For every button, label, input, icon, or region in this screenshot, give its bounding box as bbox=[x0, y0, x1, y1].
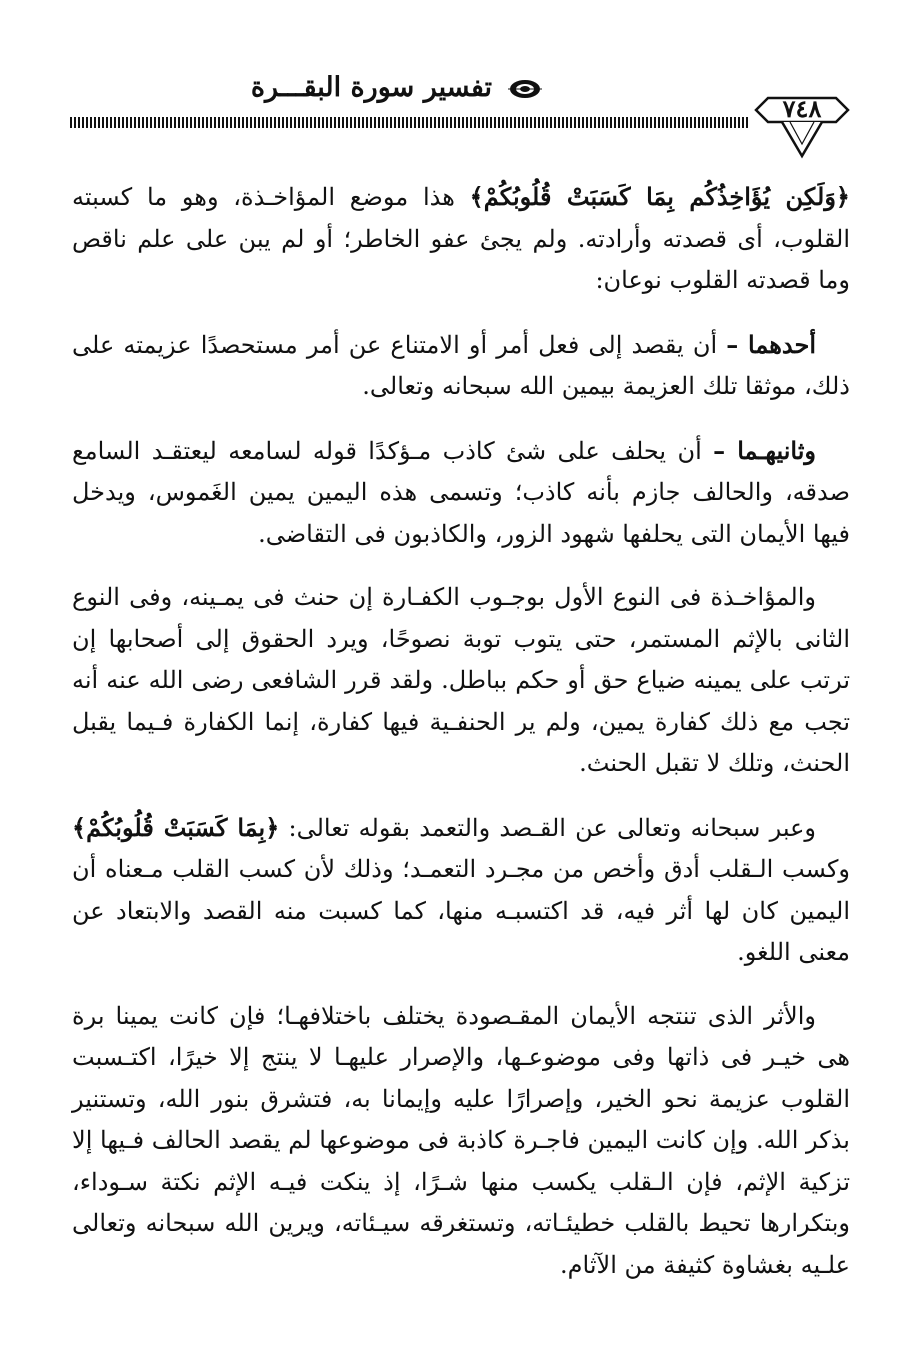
paragraph-5 bbox=[72, 807, 850, 974]
paragraph-lead: وثانيهـما – bbox=[713, 435, 816, 465]
flower-ornament-icon bbox=[506, 78, 544, 100]
paragraph-text: والمؤاخـذة فى النوع الأول بوجـوب الكفـارة إن حنث فى يمـينه، وفى النوع الثانى بالإثم المستمر، حتى يتوب توبة نصوحًا، ويرد الحقوق إلى أصحابها إن ترتب على يمينه ضياع حق أو حكم بباطل. ولقد قرر الشافعى رضى الله عنه أنه تجب مع ذلك كفارة يمين، ولم ير الحنفـية فيها كفارة، إنما الكفارة فـيما يقبل الحنث، وتلك لا تقبل الحنث. bbox=[72, 583, 850, 777]
page-body bbox=[72, 176, 850, 1308]
quran-verse: ﴿وَلَكِن يُؤَاخِذُكُم بِمَا كَسَبَتْ قُلُوبُكُمْ﴾ bbox=[469, 182, 850, 211]
paragraph-text: وكسب الـقلب أدق وأخص من مجـرد التعمـد؛ وذلك لأن كسب القلب مـعناه أن اليمين كان لها أثر فيه، قد اكتسبـه منها، كما كسبت منه القصد والابتعاد عن معنى اللغو. bbox=[72, 855, 851, 966]
paragraph-4 bbox=[72, 577, 850, 785]
paragraph-lead: أحدهما – bbox=[726, 329, 816, 359]
page-number: ٧٤٨ bbox=[782, 94, 822, 123]
paragraph-text: وعبر سبحانه وتعالى عن القـصد والتعمد بقوله تعالى: bbox=[279, 813, 816, 842]
paragraph-text: أن يقصد إلى فعل أمر أو الامتناع عن أمر مستحصدًا عزيمته على ذلك، موثقا تلك العزيمة بيمين الله سبحانه وتعالى. bbox=[72, 330, 850, 400]
running-title: تفسير سورة البقـــرة bbox=[250, 72, 492, 103]
paragraph-3 bbox=[72, 430, 850, 556]
paragraph-1 bbox=[72, 176, 850, 302]
paragraph-6 bbox=[72, 996, 850, 1287]
paragraph-2 bbox=[72, 324, 850, 408]
paragraph-text: والأثر الذى تنتجه الأيمان المقـصودة يختلف باختلافهـا؛ فإن كانت يمينا برة هى خيـر فى ذاتها وفى موضوعـها، والإصرار عليهـا لا ينتج إلا خيرًا، اكتـسبت القلوب عزيمة نحو الخير، وإصرارًا عليه وإيمانا به، فتشرق بنور الله، وتستنير بذكر الله. وإن كانت اليمين فاجـرة كاذبة فى موضوعها لم يقصد الحالف فـيها إلا تزكية الإثم، فإن الـقلب يكسب منها شـرًا، إذ ينكت فيـه الإثم نكتة سـوداء، وبتكرارها تحيط بالقلب خطيئـاته، وتستغرقه سيـئاته، ويرين الله سبحانه وتعالى علـيه بغشاوة كثيفة من الآثام. bbox=[72, 1001, 851, 1279]
page-header bbox=[0, 0, 922, 170]
paragraph-text: أن يحلف على شئ كاذب مـؤكدًا قوله لسامعه ليعتقـد السامع صدقه، والحالف جازم بأنه كاذب؛ وتسمى هذه اليمين يمين الغَموس، ويدخل فيها الأيمان التى يحلفها شهود الزور، والكاذبون فى التقاضى. bbox=[72, 436, 850, 548]
paragraph-text: هذا موضع المؤاخـذة، وهو ما كسبته القلوب، أى قصدته وأرادته. ولم يجئ عفو الخاطر؛ أو لم يبن على علم ناقص وما قصدته القلوب نوعان: bbox=[72, 183, 850, 294]
header-rule bbox=[70, 117, 750, 128]
quran-verse: ﴿بِمَا كَسَبَتْ قُلُوبُكُمْ﴾ bbox=[72, 812, 280, 842]
